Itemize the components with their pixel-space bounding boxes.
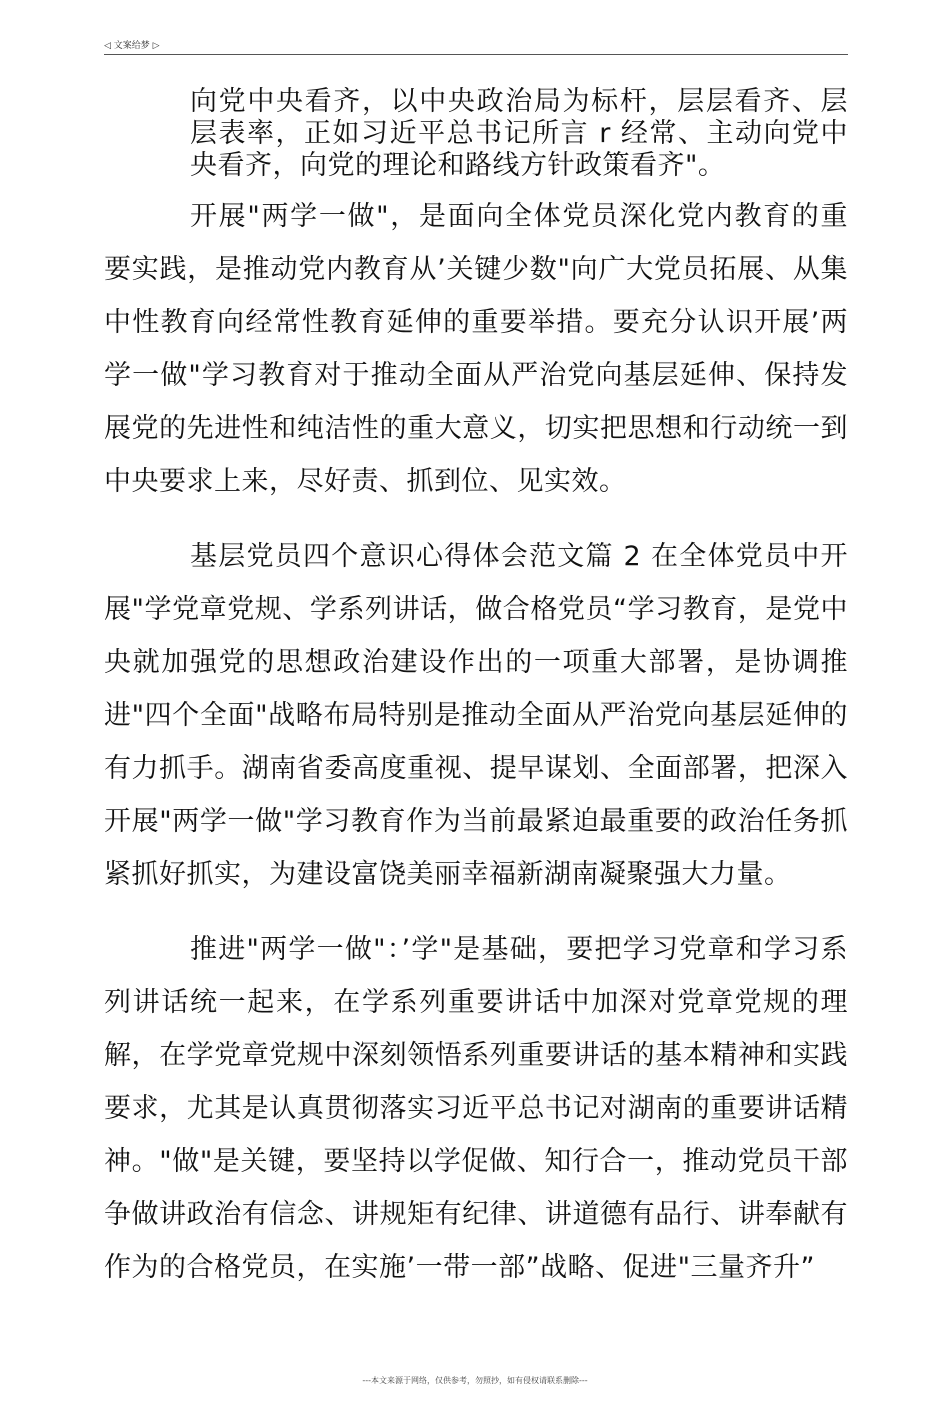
paragraph-1: 向党中央看齐，以中央政治局为标杆，层层看齐、层层表率，正如习近平总书记所言 r 经常、主动向党中央看齐，向党的理论和路线方针政策看齐"。	[190, 86, 848, 181]
paragraph-2: 开展"两学一做"，是面向全体党员深化党内教育的重要实践，是推动党内教育从’关键少数"向广大党员拓展、从集中性教育向经常性教育延伸的重要举措。要充分认识开展’两学一做"学习教育对于推动全面从严治党向基层延伸、保持发展党的先进性和纯洁性的重大意义，切实把思想和行动统一到中央要求上来，尽好责、抓到位、见实效。	[104, 201, 848, 497]
document-body	[104, 60, 848, 1294]
paragraph-3: 基层党员四个意识心得体会范文篇 2 在全体党员中开展"学党章党规、学系列讲话，做合格党员“学习教育，是党中央就加强党的思想政治建设作出的一项重大部署，是协调推进"四个全面"战略布局特别是推动全面从严治党向基层延伸的有力抓手。湖南省委高度重视、提早谋划、全面部署，把深入开展"两学一做"学习教育作为当前最紧迫最重要的政治任务抓紧抓好抓实，为建设富饶美丽幸福新湖南凝聚强大力量。	[104, 541, 848, 890]
page-header	[104, 40, 848, 55]
paragraph-4: 推进"两学一做"：’学"是基础，要把学习党章和学习系列讲话统一起来，在学系列重要讲话中加深对党章党规的理解，在学党章党规中深刻领悟系列重要讲话的基本精神和实践要求，尤其是认真贯彻落实习近平总书记对湖南的重要讲话精神。"做"是关键，要坚持以学促做、知行合一，推动党员干部争做讲政治有信念、讲规矩有纪律、讲道德有品行、讲奉献有作为的合格党员，在实施’一带一部”战略、促进"三量齐升”	[104, 934, 848, 1283]
header-text: ◁ 文案给梦 ▷	[104, 41, 160, 51]
page-footer	[0, 1376, 950, 1386]
footer-text: ---本文来源于网络，仅供参考，勿照抄，如有侵权请联系删除---	[362, 1376, 588, 1385]
